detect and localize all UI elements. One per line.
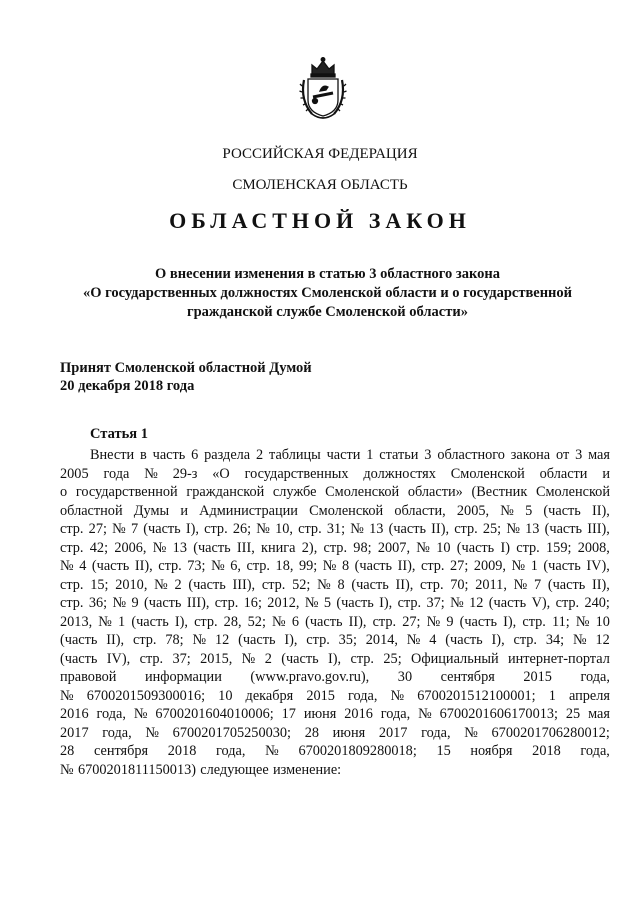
body-word: стр. [306,632,330,648]
body-word: (часть [544,521,583,537]
body-word: 1 [530,558,538,574]
body-word: I), [284,632,298,648]
body-word: 27; [450,558,469,574]
body-word: (часть [144,595,182,611]
body-word: года [103,465,130,482]
body-word: № [406,632,421,648]
body-word: № [513,576,528,593]
body-word: № [133,706,148,722]
body-word: государственных [244,465,349,482]
body-word: 15 [436,743,451,759]
body-word: 2015 [306,687,335,704]
body-word: 52; [247,613,266,630]
body-word: стр. [522,613,546,630]
body-word: (часть [60,650,98,667]
body-word: IV), [586,558,610,574]
body-word: 2009, [473,558,506,574]
body-word: 28 [304,724,319,741]
body-word: № [304,595,319,611]
body-word: стр. [214,595,239,611]
body-word: сентября [93,743,149,759]
body-word: правовой [60,669,117,685]
body-word: I), [379,595,393,611]
body-word: 2007, [377,539,411,556]
law-title [60,265,595,322]
body-word: области [539,465,588,482]
body-word: № [416,539,430,556]
body-word: 13 [525,521,540,537]
body-word: 28 [60,743,75,759]
article-body [60,446,610,779]
body-word: № [60,558,74,574]
body-word: 15; [90,576,109,593]
body-word: II), [106,632,125,648]
body-word: 2 [264,650,272,667]
body-word: 70; [450,576,469,593]
body-word: стр. [60,595,84,611]
body-word: № [112,521,126,537]
body-word: стр. [372,613,397,630]
body-word: стр. [194,613,218,630]
body-word: № [152,539,167,556]
body-word: части [326,447,361,463]
body-word: 10, [275,521,293,537]
body-word: 2016 [60,706,89,722]
body-word: II), [134,558,153,574]
body-word: 73; [187,558,206,574]
body-word: (часть [445,632,483,648]
body-word: стр. [139,650,164,667]
body-word: 10 [218,687,233,704]
body-word: стр. [516,539,540,556]
body-word: мая [588,706,610,722]
body-word: (часть [543,558,581,574]
body-word: 27; [402,613,421,630]
article-body-line [60,576,610,595]
body-word: III), [232,576,256,593]
body-word: сентября [440,669,495,685]
body-word: 13 [172,539,187,556]
body-word: 6, [230,558,241,574]
article-body-line [60,631,610,650]
body-word: 5 [323,595,331,611]
body-word: стр. [555,595,580,611]
body-word: 25 [565,706,581,722]
body-word: 78; [165,632,184,648]
body-word: 31; [326,521,346,537]
body-word: № [350,521,364,537]
body-word: стр. [132,632,157,648]
body-word: 6700201809280018; [298,743,417,759]
body-word: 17 [281,706,296,722]
body-word: апреля [568,687,610,704]
body-word: 6700201604010006; [155,706,274,722]
body-word: № [464,724,478,741]
body-word: стр. [397,595,422,611]
body-word: 2017 [60,724,89,741]
body-word: 2015, [200,650,233,667]
body-word: 2013, [60,613,93,630]
body-word: (часть [459,613,498,630]
body-word: I) [500,539,510,556]
body-word: 36; [88,595,108,611]
body-word: следующее [200,761,269,778]
body-word: стр. [323,539,348,556]
body-word: стр. [246,558,271,574]
body-word: № [418,706,432,722]
body-word: № [241,650,256,667]
body-word: областной [60,502,123,519]
body-word: II), [592,576,610,593]
article-body-line [60,742,610,761]
body-word: 10 [595,613,610,630]
body-word: 6700201512100001; [417,687,536,704]
body-word: Смоленской [450,465,525,482]
body-word: 26; [232,521,252,537]
body-word: информации [144,669,222,685]
body-word: (часть [281,650,319,667]
body-word: 2008, [577,539,610,556]
body-word: 12 [595,632,610,648]
body-word: 6700201811150013) [77,761,197,778]
body-word: статьи [379,447,419,463]
body-word: 10 [436,539,451,556]
article-body-line [60,539,610,558]
article-body-line [60,668,610,687]
body-word: стр. [261,576,286,593]
adoption-body: Принят Смоленской областной Думой [60,360,312,376]
article-body-line [60,761,610,780]
body-word: № [511,558,526,574]
body-word: о [60,484,68,500]
body-word: V), [531,595,551,611]
body-word: (часть [143,521,181,537]
body-word: «О [212,465,230,482]
body-word: (часть [354,558,393,574]
body-word: июня [303,706,337,722]
body-word: № [112,595,127,611]
body-word: 28, [223,613,242,630]
body-word: 6 [191,447,199,463]
body-word: года, [348,687,378,704]
body-word: № [60,687,74,704]
body-word: (часть [488,595,527,611]
body-word: и [602,465,610,482]
body-word: I), [328,650,342,667]
body-word: 12 [469,595,484,611]
body-word: года, [580,743,610,759]
body-word: № [60,761,74,778]
body-word: (часть [456,539,495,556]
body-word: стр. [420,558,445,574]
body-word: стр. [420,576,444,593]
article-body-line [60,465,610,484]
body-word: 2 [256,447,264,463]
body-word: 8 [337,576,345,593]
body-word: стр. [60,521,84,537]
body-word: 2015 [523,669,552,685]
body-word: стр. [60,539,84,556]
body-word: стр. [158,558,182,574]
body-word: стр. [298,521,322,537]
article-body-line [60,594,610,613]
body-word: IV), [106,650,131,667]
body-word: в [140,447,147,463]
body-word: 98; [353,539,372,556]
body-word: 2005, [456,502,490,519]
body-word: III, [236,539,255,556]
body-word: года, [96,706,126,722]
body-word: часть [152,447,186,463]
body-word: Внести [90,447,135,463]
body-word: стр. [454,521,478,537]
body-word: мая [588,447,610,463]
body-word: № [500,502,514,519]
body-word: № [575,613,590,630]
body-word: № [256,521,270,537]
smolensk-coat-of-arms-icon [298,56,348,122]
body-word: 7 [130,521,139,537]
body-word: (часть [547,576,586,593]
body-word: II), [395,576,414,593]
body-word: года, [580,669,610,685]
body-word: 1 [366,447,374,463]
body-word: I), [503,613,517,630]
body-word: раздела [204,447,251,463]
body-word: № [192,632,207,648]
body-word: 2006, [114,539,147,556]
body-word: 12 [214,632,230,648]
article-heading: Статья 1 [90,426,148,442]
body-word: государственной [75,484,178,500]
body-word: 13 [369,521,384,537]
body-word: стр. [513,632,537,648]
body-word: года, [421,724,451,741]
body-word: 2018 [167,743,197,759]
adoption-date: 20 декабря 2018 года [60,378,195,394]
law-title-line: О внесении изменения в статью 3 областного закона [154,266,500,282]
article-body-line [60,502,610,521]
body-word: 29-з [172,465,198,482]
body-word: № [426,613,441,630]
body-word: II), [592,502,610,519]
body-word: 52; [292,576,311,593]
body-word: Думы [133,502,170,519]
body-word: Смоленской [325,484,400,500]
body-word: II), [397,558,416,574]
body-word: 11; [551,613,570,630]
body-word: (часть [188,576,226,593]
body-word: 4 [79,558,87,574]
body-word: 2011, [475,576,507,593]
article-body-line [60,483,610,502]
body-word: года, [216,743,246,759]
body-word: (часть [131,613,169,630]
body-word: II), [431,521,450,537]
body-word: Официальный [411,650,499,667]
body-word: книга [261,539,296,556]
body-word: 9 [446,613,454,630]
body-word: стр. [350,650,375,667]
body-word: № [145,724,160,741]
body-word: 25; [383,650,402,667]
body-word: года, [380,706,411,722]
country-heading: РОССИЙСКАЯ ФЕДЕРАЦИЯ [222,146,418,162]
body-word: 5 [525,502,533,519]
body-word: 7 [533,576,542,593]
body-word: № [450,595,464,611]
body-word: № [154,576,168,593]
body-word: № [98,613,112,630]
body-word: 2010, [115,576,148,593]
body-word: (часть [193,539,231,556]
body-word: 9 [131,595,139,611]
body-word: II), [348,613,367,630]
body-word: I), [174,613,188,630]
body-word: 25; [482,521,502,537]
body-word: № [322,558,337,574]
body-word: 8 [341,558,350,574]
body-word: (часть [351,576,389,593]
body-word: (Вестник [471,484,528,500]
body-word: 37; [426,595,445,611]
body-word: 6700201705250030; [172,724,292,741]
body-word: № [317,576,331,593]
document-type-heading: ОБЛАСТНОЙ ЗАКОН [169,208,471,233]
body-word: Смоленской [309,502,384,519]
body-word: III), [587,521,610,537]
body-word: изменение: [273,761,342,778]
body-word: 42; [89,539,109,556]
body-word: стр. [204,521,228,537]
body-word: стр. [60,576,84,593]
body-word: 35; [338,632,357,648]
body-word: 30 [397,669,413,685]
body-word: (часть [305,613,343,630]
body-word: (часть [238,632,276,648]
body-word: № [211,558,225,574]
body-word: № [144,465,158,482]
body-word: 99; [298,558,318,574]
body-word: службе [272,484,317,500]
body-word: и [180,502,188,519]
article-body-line [60,613,610,632]
body-word: декабря [245,687,294,704]
body-word: № [572,632,587,648]
body-word: № [272,613,286,630]
article-body-line [60,446,610,465]
body-word: областного [437,447,505,463]
body-word: № [265,743,279,759]
body-word: 6700201509300016; [86,687,206,704]
body-word: 4 [429,632,437,648]
body-word: 159; [546,539,572,556]
body-word: области» [407,484,463,500]
body-word: 2017 [378,724,408,741]
body-word: 6700201706280012; [491,724,610,741]
body-word: должностях [363,465,436,482]
body-word: от [556,447,570,463]
body-word: III), [186,595,210,611]
body-word: 2014, [365,632,398,648]
body-word: 3 [424,447,432,463]
law-title-line: «О государственных должностях Смоленской области и о государственной [82,285,573,301]
body-word: I), [185,521,199,537]
body-word: ноября [470,743,513,759]
body-word: 240; [584,595,610,611]
body-word: Администрации [199,502,298,519]
body-word: 2), [301,539,318,556]
body-word: 2012, [267,595,300,611]
body-word: июня [332,724,366,741]
body-word: 1 [118,613,126,630]
body-word: 16; [243,595,262,611]
region-heading: СМОЛЕНСКАЯ ОБЛАСТЬ [232,177,408,193]
body-word: интернет-портал [508,650,610,667]
body-word: I), [491,632,505,648]
body-word: 1 [548,687,556,704]
article-body-line [60,520,610,539]
article-body-line [60,650,610,669]
body-word: 2018 [532,743,561,759]
article-body-line [60,557,610,576]
body-word: (часть [388,521,426,537]
body-word: 6700201606170013; [439,706,558,722]
body-word: гражданской [186,484,265,500]
law-title-line: гражданской службе Смоленской области» [187,304,468,320]
body-word: (часть [336,595,374,611]
body-word: № [390,687,405,704]
article-body-line [60,687,610,706]
article-body-line [60,705,610,724]
body-word: 37; [172,650,191,667]
body-word: № [506,521,520,537]
body-word: 3 [575,447,583,463]
article-body-line [60,724,610,743]
body-word: (часть [60,632,98,648]
body-word: (часть [543,502,581,519]
body-word: закона [510,447,551,463]
body-word: года, [102,724,132,741]
body-word: (www.pravo.gov.ru), [250,669,370,685]
body-word: 34; [545,632,565,648]
body-word: 2 [174,576,182,593]
body-word: таблицы [269,447,321,463]
body-word: 2016 [344,706,373,722]
body-word: Смоленской [535,484,610,500]
body-word: 27; [88,521,107,537]
body-word: 6 [291,613,299,630]
body-word: (часть [91,558,130,574]
body-word: области, [394,502,446,519]
body-word: 18, [275,558,294,574]
adoption-info [60,359,312,395]
body-word: 2005 [60,465,89,482]
